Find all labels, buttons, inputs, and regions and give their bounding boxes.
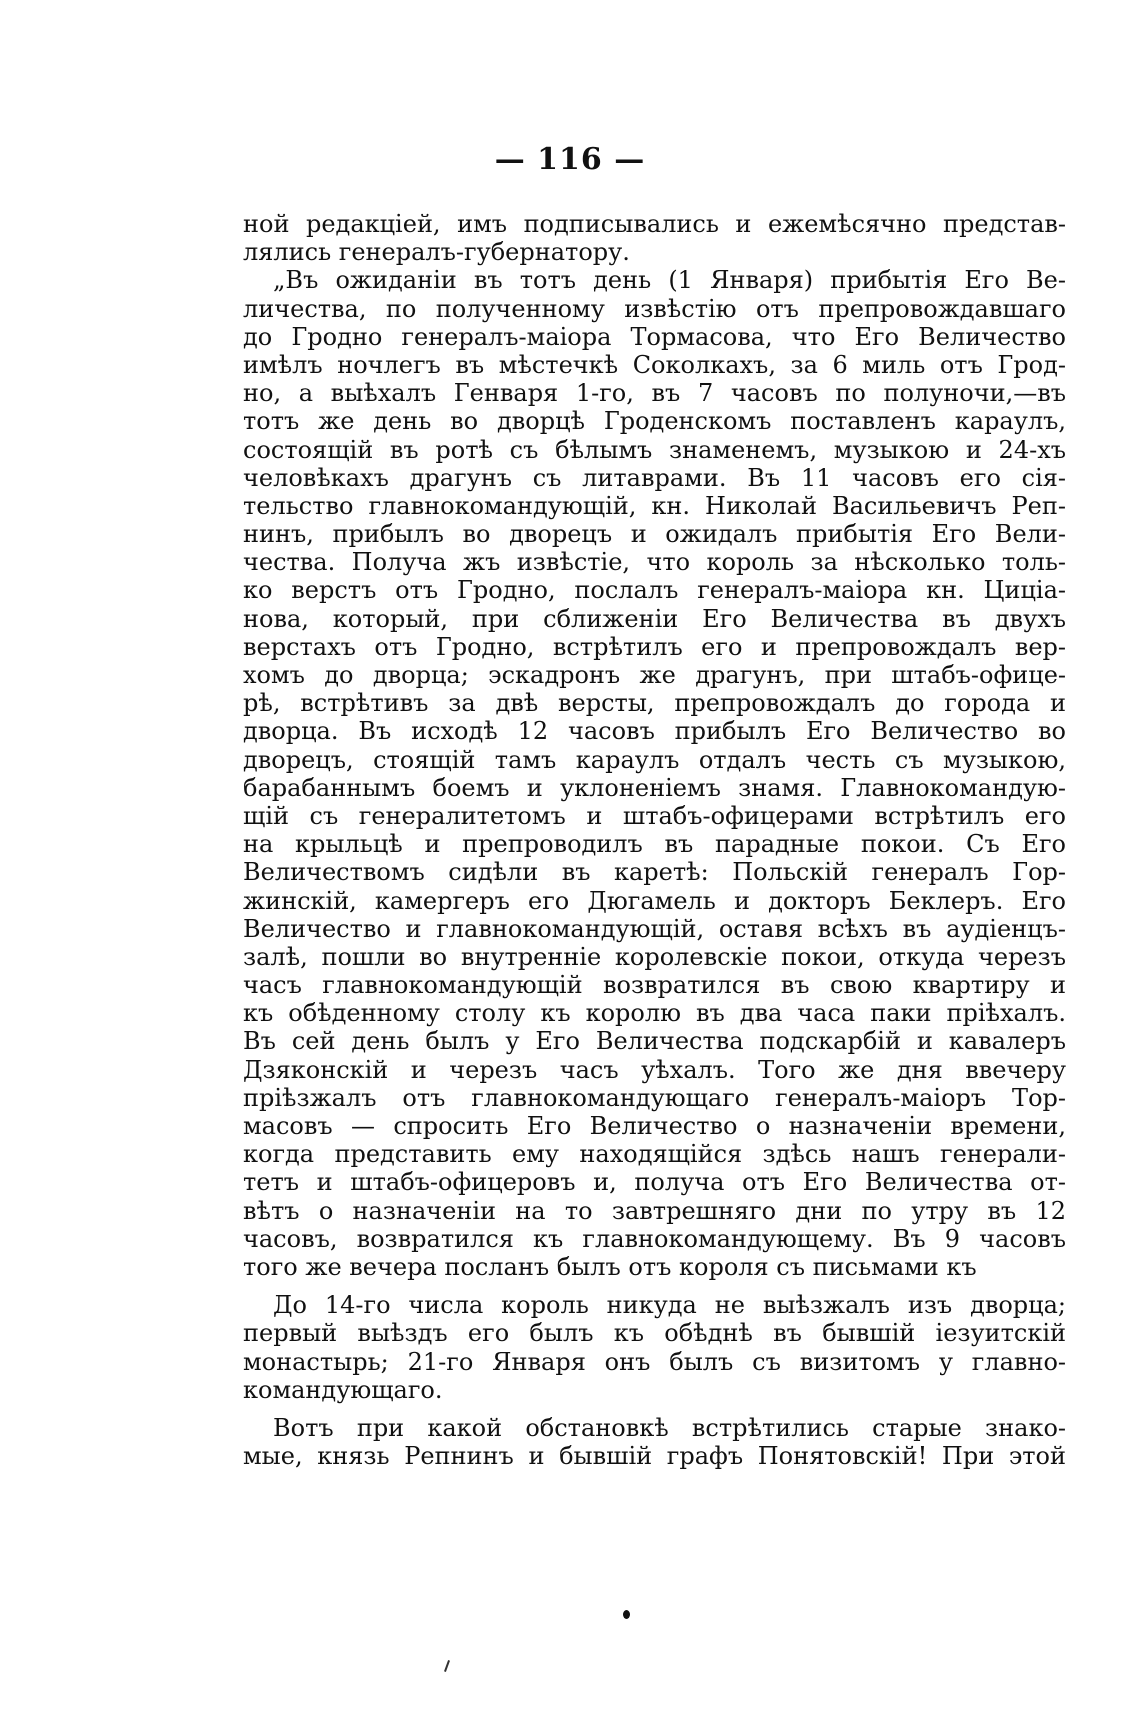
text-line: но, а выѣхалъ Генваря 1-го, въ 7 часовъ по полуночи,—въ — [243, 379, 1066, 408]
text-line: Въ сей день былъ у Его Величества подскарбій и кавалеръ — [243, 1027, 1066, 1056]
text-line: пріѣзжалъ отъ главнокомандующаго генералъ-маіоръ Тор- — [243, 1083, 1066, 1112]
text-line: верстахъ отъ Гродно, встрѣтилъ его и препровождалъ вер- — [243, 632, 1066, 661]
text-line: тетъ и штабъ-офицеровъ и, получа отъ Его Величества от- — [243, 1168, 1066, 1197]
text-line: масовъ — спросить Его Величество о назначеніи времени, — [243, 1112, 1066, 1140]
text-line: того же вечера посланъ былъ отъ короля съ письмами къ — [243, 1252, 977, 1281]
text-line: лялись генералъ-губернатору. — [243, 238, 630, 267]
text-line: первый выѣздъ его былъ къ обѣднѣ въ бывшій іезуитскій — [243, 1319, 1066, 1348]
text-line: мые, князь Репнинъ и бывшій графъ Понятовскій! При этой — [243, 1442, 1066, 1471]
page-number: — 116 — — [494, 142, 646, 177]
text-line: Величествомъ сидѣли въ каретѣ: Польскій генералъ Гор- — [243, 858, 1066, 887]
text-line: до Гродно генералъ-маіора Тормасова, что Его Величество — [243, 322, 1066, 351]
text-line: дворецъ, стоящій тамъ караулъ отдалъ честь съ музыкою, — [243, 745, 1066, 774]
text-line: залѣ, пошли во внутренніе королевскіе покои, откуда черезъ — [243, 942, 1066, 971]
text-line: До 14-го числа король никуда не выѣзжалъ изъ дворца; — [273, 1291, 1066, 1320]
text-line: чества. Получа жъ извѣстіе, что король за нѣсколько толь- — [243, 548, 1066, 577]
paragraph-gap — [243, 1404, 1066, 1414]
text-line: хомъ до дворца; эскадронъ же драгунъ, при штабъ-офице- — [243, 661, 1066, 689]
text-line: къ обѣденному столу къ королю въ два часа паки пріѣхалъ. — [243, 999, 1066, 1028]
text-line: Величество и главнокомандующій, оставя всѣхъ въ аудіенцъ- — [243, 914, 1066, 943]
text-line: барабаннымъ боемъ и уклоненіемъ знамя. Главнокомандую- — [243, 773, 1066, 802]
text-line: монастырь; 21-го Января онъ былъ съ визитомъ у главно- — [243, 1347, 1066, 1376]
ink-dot — [623, 1610, 630, 1619]
text-line: командующаго. — [243, 1375, 443, 1404]
text-line: личества, по полученному извѣстію отъ препровождавшаго — [243, 294, 1066, 323]
text-line: ко верстъ отъ Гродно, послалъ генералъ-маіора кн. Циціа- — [243, 576, 1066, 605]
paragraph — [243, 210, 1066, 266]
text-line: часовъ, возвратился къ главнокомандующему. Въ 9 часовъ — [243, 1224, 1066, 1253]
paragraph — [243, 1291, 1066, 1404]
text-line: человѣкахъ драгунъ съ литаврами. Въ 11 часовъ его сія- — [243, 463, 1066, 492]
text-line: рѣ, встрѣтивъ за двѣ версты, препровождалъ до города и — [243, 689, 1066, 718]
text-line: ной редакціей, имъ подписывались и ежемѣсячно представ- — [243, 210, 1066, 238]
text-line: тельство главнокомандующій, кн. Николай Васильевичъ Реп- — [243, 491, 1066, 520]
text-line: состоящій въ ротѣ съ бѣлымъ знаменемъ, музыкою и 24-хъ — [243, 435, 1066, 464]
text-line: Вотъ при какой обстановкѣ встрѣтились старые знако- — [273, 1413, 1066, 1442]
text-line: жинскій, камергеръ его Дюгамель и докторъ Беклеръ. Его — [243, 886, 1066, 915]
paragraph — [243, 266, 1066, 1281]
text-line: Дзяконскій и черезъ часъ уѣхалъ. Того же дня ввечеру — [243, 1055, 1066, 1084]
text-line: „Въ ожиданіи въ тотъ день (1 Января) прибытія Его Ве- — [273, 266, 1066, 295]
text-line: тотъ же день во дворцѣ Гроденскомъ поставленъ караулъ, — [243, 407, 1066, 436]
text-line: часъ главнокомандующій возвратился въ свою квартиру и — [243, 971, 1066, 1000]
text-line: щій съ генералитетомъ и штабъ-офицерами встрѣтилъ его — [243, 801, 1066, 830]
paragraph — [243, 1414, 1066, 1470]
text-line: нова, который, при сближеніи Его Величества въ двухъ — [243, 604, 1066, 633]
text-line: вѣтъ о назначеніи на то завтрешняго дни по утру въ 12 — [243, 1196, 1066, 1225]
text-line: когда представить ему находящійся здѣсь нашъ генерали- — [243, 1140, 1066, 1169]
text-line: имѣлъ ночлегъ въ мѣстечкѣ Соколкахъ, за 6 миль отъ Грод- — [243, 350, 1066, 379]
body-text — [243, 210, 1066, 1470]
ink-speck — [444, 1660, 450, 1672]
paragraph-gap — [243, 1281, 1066, 1291]
text-line: дворца. Въ исходѣ 12 часовъ прибылъ Его Величество во — [243, 717, 1066, 746]
text-line: на крыльцѣ и препроводилъ въ парадные покои. Съ Его — [243, 830, 1066, 859]
text-line: нинъ, прибылъ во дворецъ и ожидалъ прибытія Его Вели- — [243, 520, 1066, 549]
